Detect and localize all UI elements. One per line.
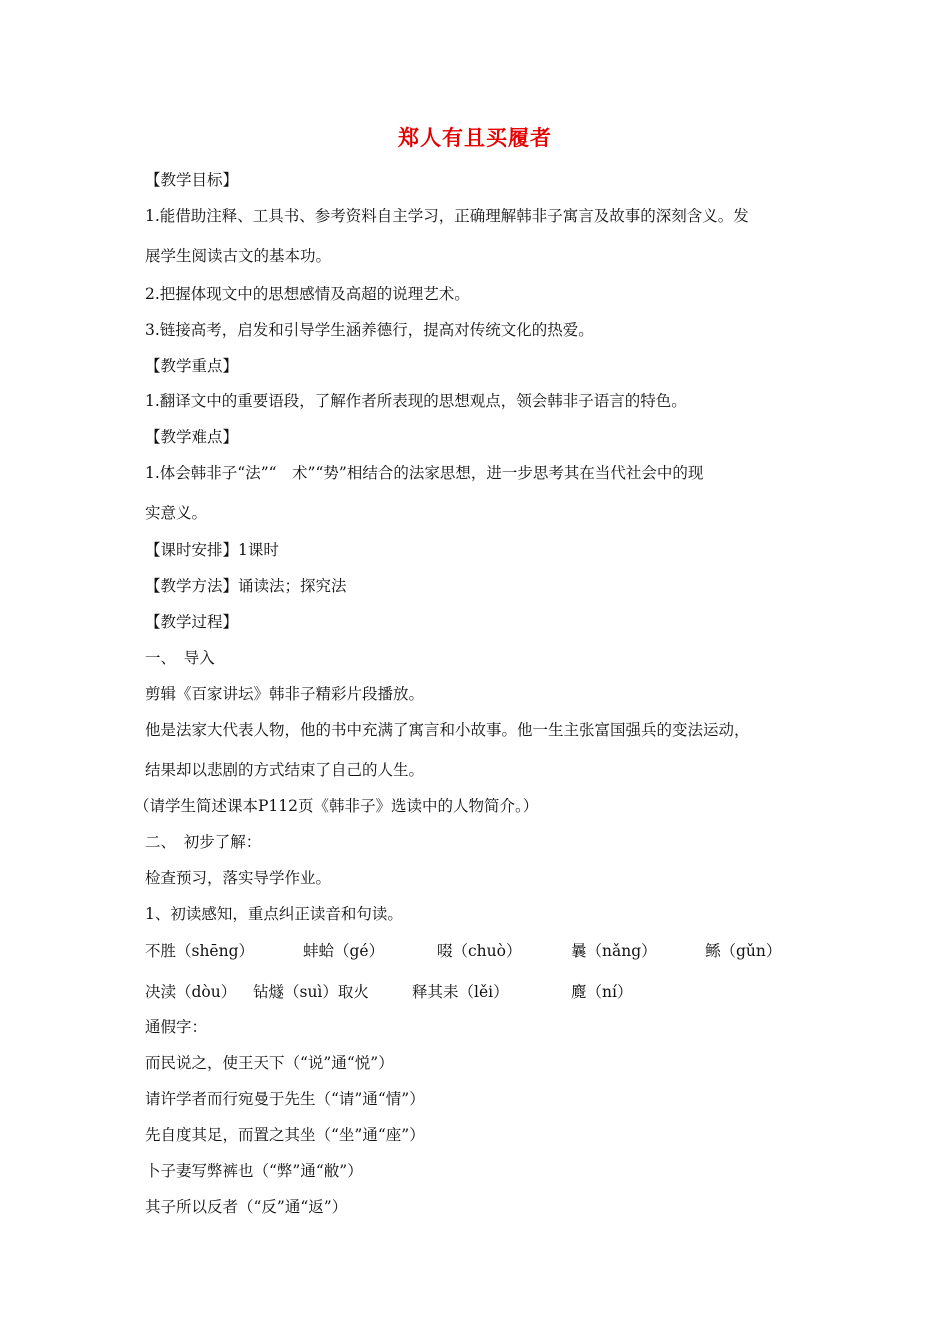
step-1-paragraph-2-line-2: 结果却以悲剧的方式结束了自己的人生。 — [145, 761, 425, 779]
step-1-note: （请学生简述课本P112页《韩非子》选读中的人物简介。） — [134, 797, 539, 815]
tongjiazi-item-4: 卜子妻写弊裤也（“弊”通“敝”） — [145, 1162, 363, 1180]
tongjiazi-item-3: 先自度其足，而置之其坐（“坐”通“座”） — [145, 1126, 425, 1144]
section-heading-difficulties: 【教学难点】 — [145, 428, 239, 446]
pronunciation-item: 钻燧（suì）取火 — [253, 983, 369, 1001]
goal-2: 2.把握体现文中的思想感情及高超的说理艺术。 — [145, 285, 470, 303]
difficulty-1-line-2: 实意义。 — [145, 504, 208, 522]
section-heading-key-points: 【教学重点】 — [145, 357, 239, 375]
pronunciation-item: 鲧（gǔn） — [705, 942, 782, 960]
class-schedule: 【课时安排】1课时 — [145, 541, 279, 559]
section-heading-goals: 【教学目标】 — [145, 171, 239, 189]
tongjiazi-item-1: 而民说之，使王天下（“说”通“悦”） — [145, 1054, 394, 1072]
key-point-1: 1.翻译文中的重要语段，了解作者所表现的思想观点，领会韩非子语言的特色。 — [145, 392, 687, 410]
tongjiazi-item-5: 其子所以反者（“反”通“返”） — [145, 1198, 348, 1216]
difficulty-1-line-1: 1.体会韩非子“法”“ 术”“势”相结合的法家思想，进一步思考其在当代社会中的现 — [145, 464, 704, 482]
goal-1-line-1: 1.能借助注释、工具书、参考资料自主学习，正确理解韩非子寓言及故事的深刻含义。发 — [145, 207, 749, 225]
step-2-paragraph-1: 检查预习，落实导学作业。 — [145, 869, 332, 887]
pronunciation-item: 啜（chuò） — [437, 942, 522, 960]
pronunciation-item: 曩（nǎng） — [571, 942, 657, 960]
teaching-method: 【教学方法】诵读法；探究法 — [145, 577, 347, 595]
page-title: 郑人有且买履者 — [398, 126, 552, 150]
pronunciation-item: 麑（ní） — [571, 983, 633, 1001]
step-2-heading: 二、 初步了解： — [145, 833, 262, 851]
step-1-heading: 一、 导入 — [145, 649, 215, 667]
step-1-paragraph-1: 剪辑《百家讲坛》韩非子精彩片段播放。 — [145, 685, 425, 703]
goal-3: 3.链接高考，启发和引导学生涵养德行，提高对传统文化的热爱。 — [145, 321, 594, 339]
pronunciation-item: 蚌蛤（gé） — [303, 942, 385, 960]
pronunciation-item: 决渎（dòu） — [145, 983, 237, 1001]
pronunciation-item: 释其耒（lěi） — [412, 983, 509, 1001]
step-1-paragraph-2-line-1: 他是法家大代表人物，他的书中充满了寓言和小故事。他一生主张富国强兵的变法运动， — [145, 721, 750, 739]
pronunciation-item: 不胜（shēng） — [145, 942, 255, 960]
tongjiazi-item-2: 请许学者而行宛曼于先生（“请”通“情”） — [145, 1090, 425, 1108]
tongjiazi-heading: 通假字： — [145, 1018, 208, 1036]
section-heading-process: 【教学过程】 — [145, 613, 239, 631]
goal-1-line-2: 展学生阅读古文的基本功。 — [145, 247, 332, 265]
step-2-paragraph-2: 1、初读感知，重点纠正读音和句读。 — [145, 905, 403, 923]
